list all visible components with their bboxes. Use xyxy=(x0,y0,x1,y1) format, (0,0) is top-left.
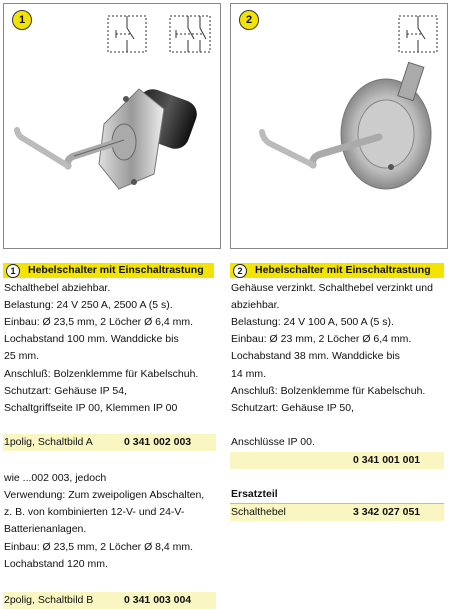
product-2-title: Hebelschalter mit Einschaltrastung xyxy=(255,264,431,276)
product-2-spec-line: Einbau: Ø 23 mm, 2 Löcher Ø 6,4 mm. xyxy=(231,333,412,345)
product-1-variant-1-label: 1polig, Schaltbild A xyxy=(4,436,93,448)
product-2-spec-line: 14 mm. xyxy=(231,368,267,380)
product-2-spec-line: Lochabstand 38 mm. Wanddicke bis xyxy=(231,350,400,362)
product-1-spec-line: Belastung: 24 V 250 A, 2500 A (5 s). xyxy=(4,299,173,311)
product-2-extra-line: Anschlüsse IP 00. xyxy=(231,436,315,448)
product-1-variant-1-part-number: 0 341 002 003 xyxy=(124,436,192,448)
product-1-spec-line: Schaltgriffseite IP 00, Klemmen IP 00 xyxy=(4,402,178,414)
product-1-spec-line: Lochabstand 100 mm. Wanddicke bis xyxy=(4,333,179,345)
schematic-a-icon xyxy=(104,12,150,56)
product-1-variant-2-label: 2polig, Schaltbild B xyxy=(4,594,94,606)
product-2-heading xyxy=(230,263,444,278)
product-1-heading xyxy=(3,263,214,278)
product-1-spec-line: Anschluß: Bolzenklemme für Kabelschuh. xyxy=(4,368,199,380)
product-1-badge: 1 xyxy=(12,10,32,30)
product-2-spec-line: Belastung: 24 V 100 A, 500 A (5 s). xyxy=(231,316,394,328)
product-1-image-panel xyxy=(3,3,221,249)
product-1-variant-line: z. B. von kombinierten 12-V- und 24-V- xyxy=(4,506,185,518)
product-2-part-number: 0 341 001 001 xyxy=(353,454,421,466)
schematic-icon xyxy=(395,12,441,56)
product-1-spec-line: 25 mm. xyxy=(4,350,40,362)
lever-switch-photo-1 xyxy=(14,64,214,204)
product-1-heading-number: 1 xyxy=(6,264,20,278)
schematic-b-icon xyxy=(168,12,214,56)
product-1-spec-line: Schutzart: Gehäuse IP 54, xyxy=(4,385,127,397)
product-1-variant-line: wie ...002 003, jedoch xyxy=(4,472,107,484)
spare-part-heading: Ersatzteil xyxy=(231,488,278,500)
product-1-variant-line: Lochabstand 120 mm. xyxy=(4,558,108,570)
spare-part-number: 3 342 027 051 xyxy=(353,506,421,518)
product-1-variant-line: Verwendung: Zum zweipoligen Abschalten, xyxy=(4,489,205,501)
product-2-spec-line: Schutzart: Gehäuse IP 50, xyxy=(231,402,354,414)
product-2-spec-line: Anschluß: Bolzenklemme für Kabelschuh. xyxy=(231,385,426,397)
product-1-variant-2-part-number: 0 341 003 004 xyxy=(124,594,192,606)
product-1-variant-line: Batterienanlagen. xyxy=(4,523,87,535)
product-1-spec-line: Einbau: Ø 23,5 mm, 2 Löcher Ø 6,4 mm. xyxy=(4,316,194,328)
spare-part-label: Schalthebel xyxy=(231,506,286,518)
product-1-title: Hebelschalter mit Einschaltrastung xyxy=(28,264,204,276)
lever-switch-photo-2 xyxy=(251,59,441,209)
product-2-image-panel xyxy=(230,3,448,249)
product-2-badge: 2 xyxy=(239,10,259,30)
product-2-spec-line: abziehbar. xyxy=(231,299,280,311)
product-2-spec-line: Gehäuse verzinkt. Schalthebel verzinkt und xyxy=(231,282,433,294)
product-1-variant-line: Einbau: Ø 23,5 mm, 2 Löcher Ø 8,4 mm. xyxy=(4,541,194,553)
product-2-heading-number: 2 xyxy=(233,264,247,278)
product-1-spec-line: Schalthebel abziehbar. xyxy=(4,282,111,294)
